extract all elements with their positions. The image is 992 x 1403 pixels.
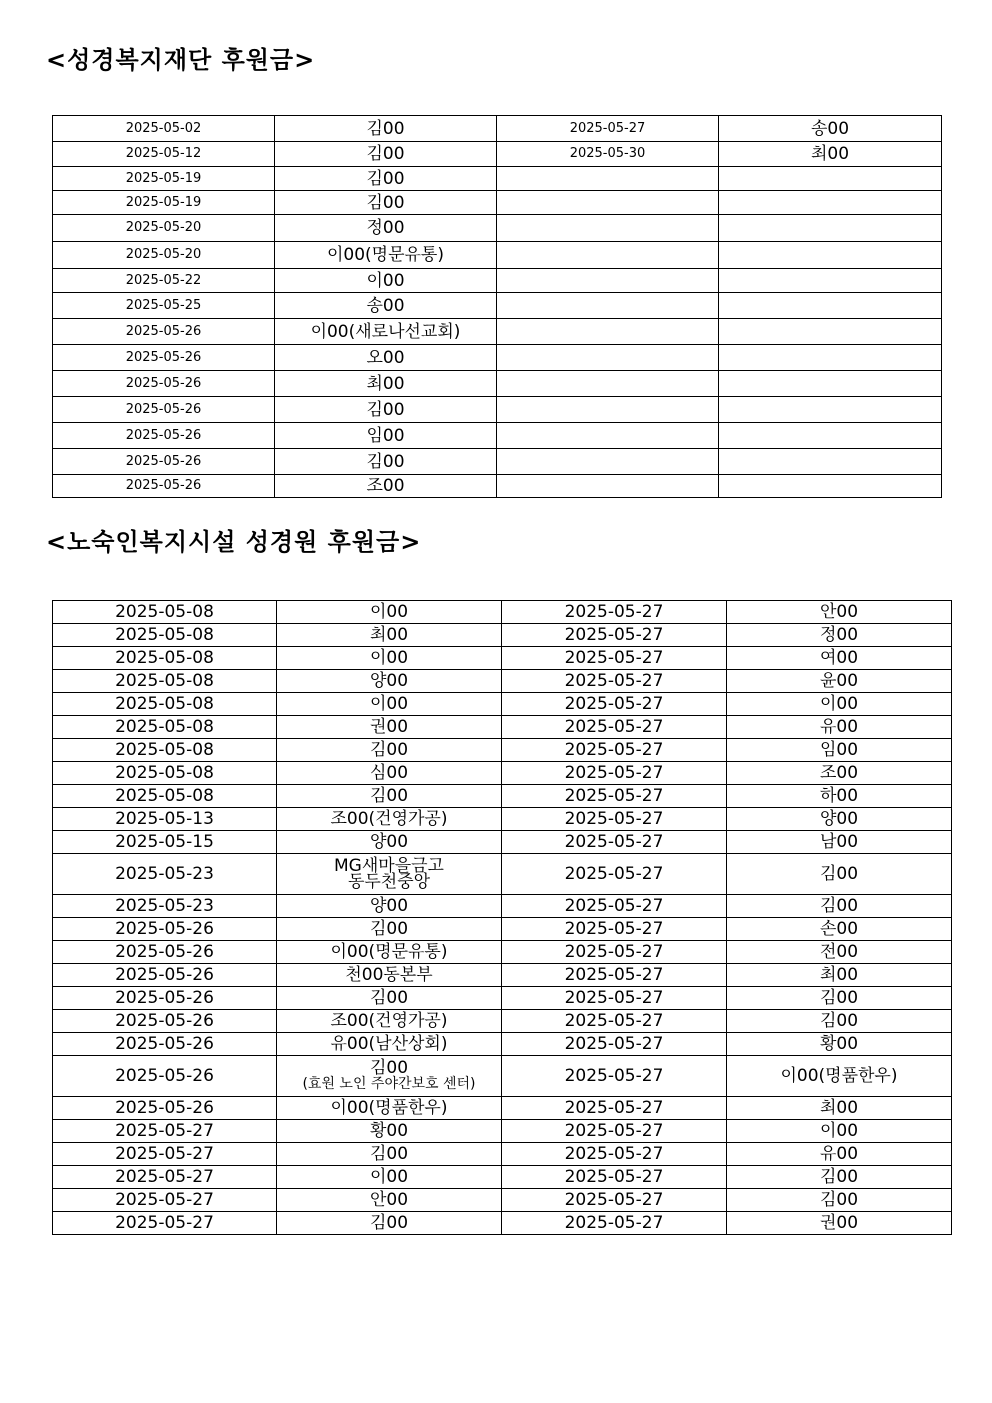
table-row [53,345,942,371]
donor-cell: 이00 [277,601,502,624]
date-cell: 2025-05-26 [53,319,275,345]
donor-cell: 유00 [727,716,952,739]
date-cell: 2025-05-27 [53,1189,277,1212]
date-cell: 2025-05-20 [53,215,275,242]
date-cell [497,423,719,449]
date-cell [497,293,719,319]
date-cell: 2025-05-22 [53,269,275,293]
date-cell: 2025-05-27 [502,831,727,854]
date-cell: 2025-05-08 [53,670,277,693]
donor-cell: 김00 [275,397,497,423]
donor-cell [277,854,502,895]
date-cell: 2025-05-15 [53,831,277,854]
date-cell: 2025-05-26 [53,964,277,987]
donor-cell [719,319,942,345]
date-cell: 2025-05-27 [502,941,727,964]
date-cell: 2025-05-27 [502,670,727,693]
donor-cell [719,423,942,449]
donor-cell: 안00 [277,1189,502,1212]
date-cell: 2025-05-08 [53,601,277,624]
donor-cell: 조00(건영가공) [277,1010,502,1033]
section2-title: <노숙인복지시설 성경원 후원금> [46,528,422,556]
donor-cell: 양00 [277,831,502,854]
date-cell [497,269,719,293]
donor-cell: 김00 [727,854,952,895]
table-row [53,1143,952,1166]
table-row [53,167,942,191]
donor-cell: 양00 [277,895,502,918]
donor-cell: 심00 [277,762,502,785]
donor-cell [719,371,942,397]
date-cell: 2025-05-26 [53,475,275,498]
date-cell: 2025-05-20 [53,242,275,269]
date-cell: 2025-05-27 [502,964,727,987]
date-cell: 2025-05-27 [502,895,727,918]
donor-cell: 정00 [275,215,497,242]
date-cell: 2025-05-27 [502,785,727,808]
donor-cell [719,191,942,215]
date-cell [497,191,719,215]
date-cell: 2025-05-27 [502,918,727,941]
date-cell: 2025-05-30 [497,142,719,167]
date-cell: 2025-05-02 [53,116,275,142]
donor-cell: 황00 [277,1120,502,1143]
date-cell: 2025-05-26 [53,918,277,941]
date-cell: 2025-05-26 [53,345,275,371]
donor-cell: 전00 [727,941,952,964]
donor-cell: 김00 [277,785,502,808]
donor-cell: 김00 [727,987,952,1010]
donor-cell: 양00 [727,808,952,831]
table-row [53,1097,952,1120]
donor-cell: 김00 [727,1166,952,1189]
donor-cell: 김00 [727,895,952,918]
date-cell: 2025-05-27 [497,116,719,142]
donor-cell: 김00 [277,1212,502,1235]
table-row [53,269,942,293]
date-cell: 2025-05-27 [502,762,727,785]
table-row [53,142,942,167]
donor-cell: 김00 [727,1010,952,1033]
table-row [53,601,952,624]
date-cell: 2025-05-13 [53,808,277,831]
donor-cell: 최00 [275,371,497,397]
donor-cell [719,397,942,423]
donor-cell: 조00 [727,762,952,785]
date-cell: 2025-05-27 [53,1143,277,1166]
date-cell: 2025-05-19 [53,191,275,215]
donation-table-foundation [52,115,942,498]
date-cell: 2025-05-27 [502,1143,727,1166]
table-row [53,1056,952,1097]
date-cell: 2025-05-26 [53,449,275,475]
table-row [53,423,942,449]
date-cell: 2025-05-25 [53,293,275,319]
date-cell: 2025-05-27 [502,1120,727,1143]
date-cell: 2025-05-27 [502,716,727,739]
donor-cell: 김00 [277,1143,502,1166]
donor-cell [719,167,942,191]
donor-cell: 이00(명문유통) [277,941,502,964]
donor-cell: 남00 [727,831,952,854]
donor-cell: 정00 [727,624,952,647]
table-row [53,918,952,941]
donor-cell: 윤00 [727,670,952,693]
donor-cell: 김00 [277,987,502,1010]
date-cell: 2025-05-12 [53,142,275,167]
donor-cell [277,1056,502,1097]
date-cell [497,167,719,191]
donor-cell [719,269,942,293]
table-row [53,762,952,785]
donor-line: 김00 [369,1058,409,1078]
date-cell: 2025-05-27 [502,601,727,624]
date-cell: 2025-05-27 [502,1212,727,1235]
date-cell: 2025-05-27 [502,1097,727,1120]
date-cell [497,319,719,345]
date-cell: 2025-05-23 [53,854,277,895]
table-row [53,1010,952,1033]
donor-cell: 김00 [275,167,497,191]
table-row [53,624,952,647]
date-cell: 2025-05-27 [53,1166,277,1189]
donor-cell: 천00동본부 [277,964,502,987]
donor-cell: 최00 [727,964,952,987]
table-row [53,242,942,269]
table-row [53,895,952,918]
date-cell: 2025-05-26 [53,1033,277,1056]
date-cell [497,449,719,475]
date-cell: 2025-05-27 [502,647,727,670]
donor-cell: 이00(새로나선교회) [275,319,497,345]
table-row [53,716,952,739]
donor-cell: 이00 [277,647,502,670]
donor-cell: 김00 [277,918,502,941]
donation-table-shelter [52,600,952,1235]
donor-cell: 이00(명품한우) [277,1097,502,1120]
date-cell: 2025-05-26 [53,1056,277,1097]
donor-cell: 오00 [275,345,497,371]
donor-line: MG새마을금고 [334,856,444,876]
table-row [53,449,942,475]
donor-cell: 이00 [277,693,502,716]
donor-cell [719,215,942,242]
donor-cell: 이00 [727,693,952,716]
date-cell: 2025-05-23 [53,895,277,918]
donor-cell: 유00 [727,1143,952,1166]
table-row [53,854,952,895]
table-row [53,371,942,397]
table-row [53,475,942,498]
donor-cell [719,293,942,319]
table-row [53,693,952,716]
donor-cell: 황00 [727,1033,952,1056]
date-cell: 2025-05-26 [53,371,275,397]
donor-cell: 김00 [277,739,502,762]
donor-cell [719,449,942,475]
donor-cell: 양00 [277,670,502,693]
donor-line: (효원 노인 주야간보호 센터) [302,1076,476,1092]
donor-cell: 김00 [275,449,497,475]
table-row [53,191,942,215]
donor-cell [719,345,942,371]
table-row [53,670,952,693]
date-cell: 2025-05-27 [502,1056,727,1097]
date-cell [497,475,719,498]
table-row [53,293,942,319]
donor-cell: 이00(명품한우) [727,1056,952,1097]
table-row [53,1033,952,1056]
date-cell: 2025-05-27 [53,1120,277,1143]
donor-cell: 이00(명문유통) [275,242,497,269]
donor-cell: 송00 [719,116,942,142]
donor-cell: 김00 [727,1189,952,1212]
donor-cell [719,475,942,498]
date-cell: 2025-05-27 [502,987,727,1010]
table-row [53,319,942,345]
donor-cell: 하00 [727,785,952,808]
donor-cell [719,242,942,269]
date-cell: 2025-05-27 [502,808,727,831]
table-row [53,785,952,808]
donor-cell: 안00 [727,601,952,624]
table-row [53,964,952,987]
table-row [53,1212,952,1235]
date-cell: 2025-05-26 [53,941,277,964]
donor-cell: 손00 [727,918,952,941]
donor-line: 동두천중앙 [347,872,431,892]
table-row [53,397,942,423]
donor-cell: 이00 [727,1120,952,1143]
date-cell [497,242,719,269]
date-cell [497,215,719,242]
table-row [53,1189,952,1212]
date-cell: 2025-05-27 [502,739,727,762]
donor-cell: 김00 [275,142,497,167]
date-cell: 2025-05-26 [53,1097,277,1120]
donor-cell: 조00 [275,475,497,498]
date-cell [497,397,719,423]
date-cell: 2025-05-26 [53,1010,277,1033]
date-cell: 2025-05-27 [502,1189,727,1212]
table-row [53,116,942,142]
date-cell: 2025-05-27 [502,693,727,716]
date-cell [497,371,719,397]
date-cell: 2025-05-08 [53,739,277,762]
table-row [53,808,952,831]
date-cell: 2025-05-26 [53,987,277,1010]
date-cell: 2025-05-08 [53,762,277,785]
table-row [53,987,952,1010]
donor-cell: 이00 [277,1166,502,1189]
donor-cell: 최00 [719,142,942,167]
donor-cell: 송00 [275,293,497,319]
table-row [53,831,952,854]
date-cell: 2025-05-26 [53,423,275,449]
date-cell: 2025-05-27 [502,1010,727,1033]
table-row [53,739,952,762]
section1-title: <성경복지재단 후원금> [46,46,316,74]
table-row [53,1120,952,1143]
donor-cell: 임00 [275,423,497,449]
table-row [53,941,952,964]
date-cell: 2025-05-08 [53,785,277,808]
date-cell: 2025-05-27 [502,1033,727,1056]
date-cell: 2025-05-27 [53,1212,277,1235]
donor-cell: 여00 [727,647,952,670]
table-row [53,647,952,670]
date-cell: 2025-05-27 [502,854,727,895]
donor-cell: 권00 [277,716,502,739]
date-cell: 2025-05-08 [53,624,277,647]
donor-cell: 임00 [727,739,952,762]
date-cell: 2025-05-08 [53,647,277,670]
date-cell: 2025-05-26 [53,397,275,423]
date-cell: 2025-05-08 [53,716,277,739]
donor-cell: 최00 [277,624,502,647]
date-cell: 2025-05-08 [53,693,277,716]
date-cell: 2025-05-19 [53,167,275,191]
table-row [53,1166,952,1189]
donor-cell: 조00(건영가공) [277,808,502,831]
donor-cell: 유00(남산상회) [277,1033,502,1056]
date-cell: 2025-05-27 [502,624,727,647]
donor-cell: 최00 [727,1097,952,1120]
date-cell: 2025-05-27 [502,1166,727,1189]
table-row [53,215,942,242]
donor-cell: 이00 [275,269,497,293]
donor-cell: 김00 [275,191,497,215]
donor-cell: 권00 [727,1212,952,1235]
donor-cell: 김00 [275,116,497,142]
date-cell [497,345,719,371]
